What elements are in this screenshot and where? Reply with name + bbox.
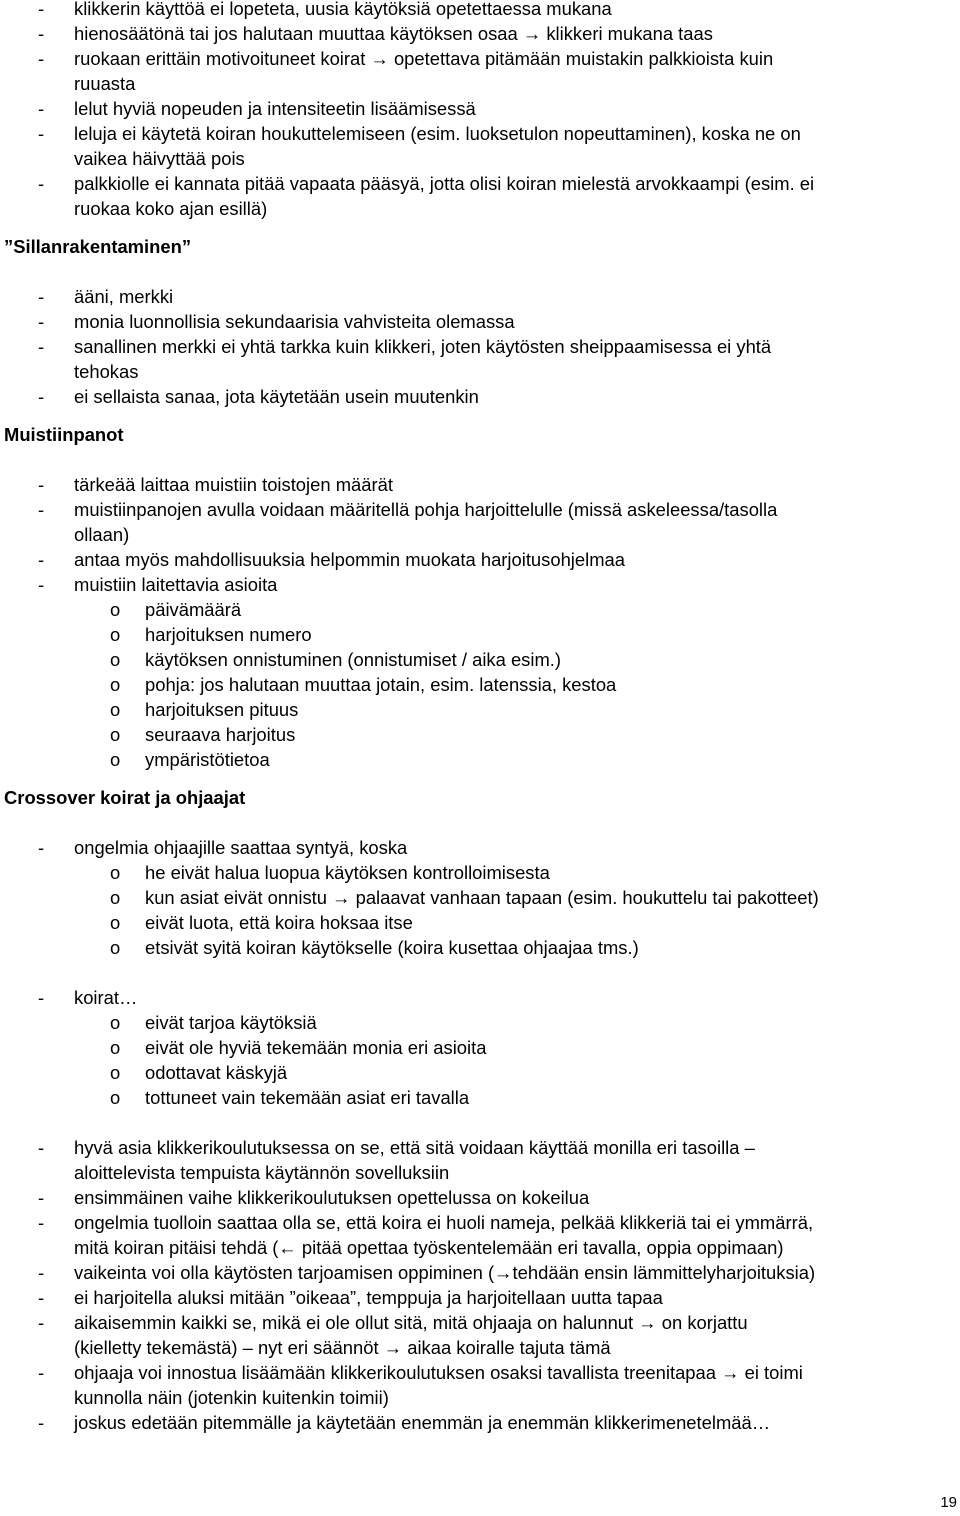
list-item: - aikaisemmin kaikki se, mikä ei ole ollut sitä, mitä ohjaaja on halunnut → on korjattu [38,1312,748,1333]
list-item: - ensimmäinen vaihe klikkerikoulutuksen opettelussa on kokeilua [38,1187,590,1208]
sub-list-item: o kun asiat eivät onnistu → palaavat vanhaan tapaan (esim. houkuttelu tai pakotteet) [110,887,819,908]
heading-sillanrakentaminen: ”Sillanrakentaminen” [4,236,192,257]
list-item: - muistiin laitettavia asioita [38,574,278,595]
list-item-cont: (kielletty tekemästä) – nyt eri säännöt → aikaa koiralle tajuta tämä [74,1337,611,1358]
list-item: - monia luonnollisia sekundaarisia vahvisteita olemassa [38,311,515,332]
list-item: - leluja ei käytetä koiran houkuttelemiseen (esim. luoksetulon nopeuttaminen), koska ne on [38,123,801,144]
sub-list-item: o pohja: jos halutaan muuttaa jotain, esim. latenssia, kestoa [110,674,617,695]
sub-list-item: o eivät ole hyviä tekemään monia eri asioita [110,1037,487,1058]
sub-list-item: o ympäristötietoa [110,749,270,770]
list-item-cont: ollaan) [74,524,130,545]
list-item-cont: vaikea häivyttää pois [74,148,245,169]
list-item: - ääni, merkki [38,286,174,307]
sub-list-item: o tottuneet vain tekemään asiat eri tavalla [110,1087,470,1108]
list-item: - hienosäätönä tai jos halutaan muuttaa käytöksen osaa → klikkeri mukana taas [38,23,713,44]
list-item: - ongelmia tuolloin saattaa olla se, että koira ei huoli nameja, pelkää klikkeriä tai ei ymmärrä, [38,1212,814,1233]
sub-list-item: o etsivät syitä koiran käytökselle (koira kusettaa ohjaajaa tms.) [110,937,639,958]
list-item: - vaikeinta voi olla käytösten tarjoamisen oppiminen (→tehdään ensin lämmittelyharjoituksia) [38,1262,816,1283]
section-1 [0,0,960,221]
list-item: - ohjaaja voi innostua lisäämään klikkerikoulutuksen osaksi tavallista treenitapaa → ei toimi [38,1362,803,1383]
list-item-cont: ruuasta [74,73,136,94]
list-item: - muistiinpanojen avulla voidaan määritellä pohja harjoittelulle (missä askeleessa/tasolla [38,499,778,520]
list-item: - ongelmia ohjaajille saattaa syntyä, koska [38,837,408,858]
sub-list-item: o harjoituksen numero [110,624,312,645]
sub-list-item: o harjoituksen pituus [110,699,299,720]
sub-list-item: o odottavat käskyjä [110,1062,288,1083]
list-item: - ei harjoitella aluksi mitään ”oikeaa”, temppuja ja harjoitellaan uutta tapaa [38,1287,663,1308]
list-item: - ruokaan erittäin motivoituneet koirat → opetettava pitämään muistakin palkkioista kuin [38,48,774,69]
list-item-cont: aloittelevista tempuista käytännön sovelluksiin [74,1162,450,1183]
list-item: - joskus edetään pitemmälle ja käytetään enemmän ja enemmän klikkerimenetelmää… [38,1412,771,1433]
list-item: - antaa myös mahdollisuuksia helpommin muokata harjoitusohjelmaa [38,549,625,570]
sub-list-item: o käytöksen onnistuminen (onnistumiset / aika esim.) [110,649,562,670]
list-item: - sanallinen merkki ei yhtä tarkka kuin klikkeri, joten käytösten sheippaamisessa ei yhtä [38,336,772,357]
list-item: - hyvä asia klikkerikoulutuksessa on se, että sitä voidaan käyttää monilla eri tasoilla – [38,1137,755,1158]
list-item: - lelut hyviä nopeuden ja intensiteetin lisäämisessä [38,98,476,119]
section-4 [0,835,960,1435]
list-item: - klikkerin käyttöä ei lopeteta, uusia käytöksiä opetettaessa mukana [38,0,612,19]
list-item-cont: tehokas [74,361,139,382]
heading-crossover: Crossover koirat ja ohjaajat [4,787,246,808]
sub-list-item: o he eivät halua luopua käytöksen kontrolloimisesta [110,862,550,883]
sub-list-item: o päivämäärä [110,599,242,620]
list-item: - ei sellaista sanaa, jota käytetään usein muutenkin [38,386,479,407]
list-item-cont: ruokaa koko ajan esillä) [74,198,268,219]
sub-list-item: o eivät tarjoa käytöksiä [110,1012,317,1033]
list-item: - koirat… [38,987,138,1008]
list-item: - tärkeää laittaa muistiin toistojen määrät [38,474,393,495]
page-number: 19 [940,1494,957,1511]
list-item: - palkkiolle ei kannata pitää vapaata pääsyä, jotta olisi koiran mielestä arvokkaampi (esim. ei [38,173,815,194]
section-3 [0,472,960,772]
section-2 [0,284,960,409]
sub-list-item: o eivät luota, että koira hoksaa itse [110,912,413,933]
sub-list-item: o seuraava harjoitus [110,724,296,745]
heading-muistiinpanot: Muistiinpanot [4,424,124,445]
list-item-cont: kunnolla näin (jotenkin kuitenkin toimii) [74,1387,389,1408]
list-item-cont: mitä koiran pitäisi tehdä (← pitää opettaa työskentelemään eri tavalla, oppia oppimaan) [74,1237,784,1258]
